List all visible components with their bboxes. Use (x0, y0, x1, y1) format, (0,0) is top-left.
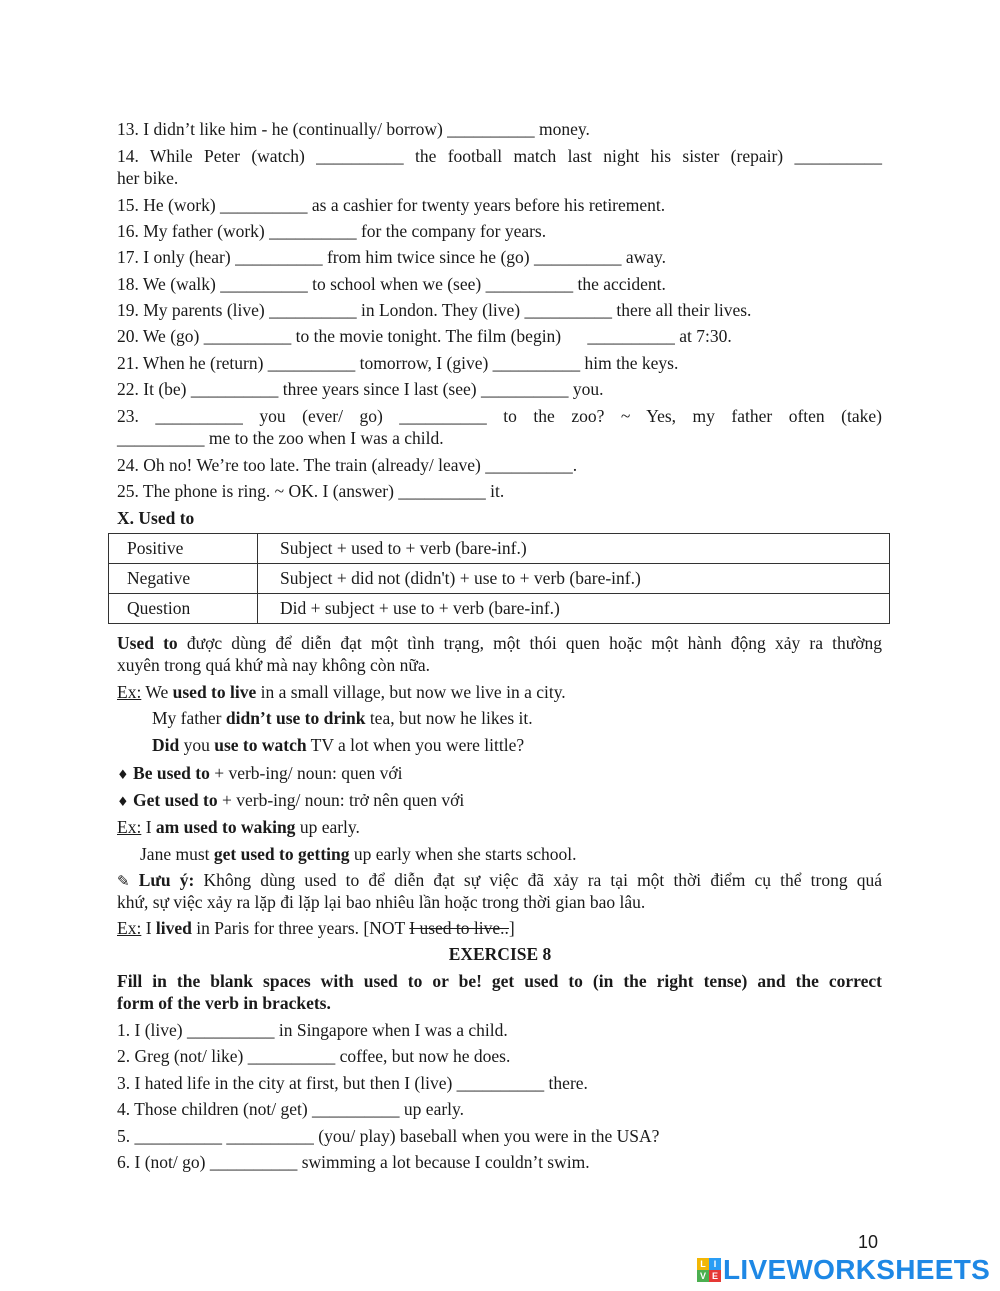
example-text: We (141, 682, 173, 702)
be-used-to-rule (117, 762, 882, 787)
example-text: Jane must (140, 844, 214, 864)
example-text: I (141, 817, 156, 837)
logo-icon-cell: L (697, 1258, 709, 1270)
logo-icon-cell: E (709, 1270, 721, 1282)
logo-icon-cell: I (709, 1258, 721, 1270)
exercise-item-21: 21. When he (return) __________ tomorrow, I (give) __________ him the keys. (117, 353, 679, 373)
exercise-item-23: 23. __________ you (ever/ go) __________ to the zoo? ~ Yes, my father often (take) (117, 406, 882, 426)
exercise-item-25: 25. The phone is ring. ~ OK. I (answer) __________ it. (117, 481, 505, 501)
example-bold: get used to getting (213, 844, 350, 864)
example-bold: lived (155, 918, 192, 938)
exercise8-item-1: 1. I (live) __________ in Singapore when I was a child. (117, 1020, 508, 1040)
row-label: Negative (109, 564, 258, 594)
explanation-text: được dùng để diễn đạt một tình trạng, một thói quen hoặc một hành động xảy ra thường (177, 633, 882, 653)
explanation-line-2: xuyên trong quá khứ mà nay không còn nữa. (117, 655, 431, 675)
explanation-term: Used to (117, 633, 178, 653)
example-3 (152, 734, 882, 756)
pencil-note-icon: ✎ (117, 872, 130, 890)
liveworksheets-logo[interactable] (697, 1255, 990, 1285)
example-label: Ex: (117, 817, 142, 837)
example-label: Ex: (117, 682, 142, 702)
example-1 (117, 681, 882, 703)
section-heading: X. Used to (117, 508, 195, 528)
struck-text: I used to live.. (409, 918, 509, 938)
diamond-bullet-icon: ♦ (117, 795, 129, 810)
example-2 (152, 707, 882, 729)
exercise8-item-3: 3. I hated life in the city at first, but then I (live) __________ there. (117, 1073, 588, 1093)
table-row (109, 594, 890, 624)
table-row (109, 564, 890, 594)
example-bold: Did (152, 735, 180, 755)
note-text: Không dùng used to để diễn đạt sự việc đã xảy ra tại một thời điểm cụ thể trong quá (194, 870, 882, 890)
exercise-title: EXERCISE 8 (448, 944, 552, 964)
exercise-item-18: 18. We (walk) __________ to school when we (see) __________ the accident. (117, 274, 666, 294)
exercise8-item-2: 2. Greg (not/ like) __________ coffee, but now he does. (117, 1046, 511, 1066)
rule-text: + verb-ing/ noun: quen với (209, 763, 403, 783)
exercise-item-14: 14. While Peter (watch) __________ the football match last night his sister (repair) __________ (117, 146, 882, 166)
example-bold: didn’t use to drink (225, 708, 366, 728)
example-text: you (179, 735, 215, 755)
logo-text: LIVEWORKSHEETS (723, 1254, 991, 1285)
exercise-item-22: 22. It (be) __________ three years since I last (see) __________ you. (117, 379, 604, 399)
explanation-line-1 (117, 632, 882, 654)
example-text: in a small village, but now we live in a city. (256, 682, 566, 702)
row-formula: Subject + did not (didn't) + use to + verb (bare-inf.) (258, 564, 890, 594)
example-text: tea, but now he likes it. (365, 708, 533, 728)
exercise-item-14-cont: her bike. (117, 168, 179, 188)
exercise-item-19: 19. My parents (live) __________ in London. They (live) __________ there all their lives. (117, 300, 752, 320)
exercise-item-13: 13. I didn’t like him - he (continually/ borrow) __________ money. (117, 119, 590, 139)
example-text: up early. (295, 817, 360, 837)
example-6 (117, 917, 882, 939)
note-title: Lưu ý: (129, 870, 195, 890)
exercise8-item-5: 5. __________ __________ (you/ play) baseball when you were in the USA? (117, 1126, 660, 1146)
exercise-item-24: 24. Oh no! We’re too late. The train (already/ leave) __________. (117, 455, 578, 475)
diamond-bullet-icon: ♦ (117, 768, 129, 783)
logo-icon-cell: V (697, 1270, 709, 1282)
row-formula: Did + subject + use to + verb (bare-inf.) (258, 594, 890, 624)
exercise-item-20: 20. We (go) __________ to the movie tonight. The film (begin) __________ at 7:30. (117, 326, 732, 346)
row-label: Question (109, 594, 258, 624)
exercise8-item-4: 4. Those children (not/ get) __________ up early. (117, 1099, 465, 1119)
rule-text: + verb-ing/ noun: trở nên quen với (217, 790, 465, 810)
example-bold: used to live (172, 682, 257, 702)
note-line-1 (117, 869, 882, 892)
example-5 (140, 843, 882, 865)
example-4 (117, 816, 882, 838)
exercise-item-23-cont: __________ me to the zoo when I was a child. (117, 428, 444, 448)
rule-bold: Get used to (133, 790, 218, 810)
example-text: ] (508, 918, 515, 938)
exercise-item-16: 16. My father (work) __________ for the company for years. (117, 221, 547, 241)
liveworksheets-logo-icon (697, 1258, 721, 1282)
note-line-2: khứ, sự việc xảy ra lặp đi lặp lại bao nhiêu lần hoặc trong thời gian bao lâu. (117, 892, 646, 912)
exercise-instructions-1: Fill in the blank spaces with used to or be! get used to (in the right tense) and the correct (117, 971, 882, 991)
page-number: 10 (858, 1232, 879, 1252)
example-bold: use to watch (214, 735, 307, 755)
exercise-item-15: 15. He (work) __________ as a cashier for twenty years before his retirement. (117, 195, 666, 215)
grammar-table (108, 533, 890, 624)
example-text: up early when she starts school. (349, 844, 577, 864)
exercise-item-17: 17. I only (hear) __________ from him twice since he (go) __________ away. (117, 247, 667, 267)
example-text: I (141, 918, 156, 938)
rule-bold: Be used to (133, 763, 210, 783)
example-text: TV a lot when you were little? (306, 735, 525, 755)
row-formula: Subject + used to + verb (bare-inf.) (258, 534, 890, 564)
exercise-instructions-2: form of the verb in brackets. (117, 993, 331, 1013)
get-used-to-rule (117, 789, 882, 814)
table-row (109, 534, 890, 564)
row-label: Positive (109, 534, 258, 564)
example-text: My father (152, 708, 226, 728)
exercise8-item-6: 6. I (not/ go) __________ swimming a lot because I couldn’t swim. (117, 1152, 590, 1172)
example-text: in Paris for three years. [NOT (191, 918, 410, 938)
example-bold: am used to waking (155, 817, 296, 837)
example-label: Ex: (117, 918, 142, 938)
